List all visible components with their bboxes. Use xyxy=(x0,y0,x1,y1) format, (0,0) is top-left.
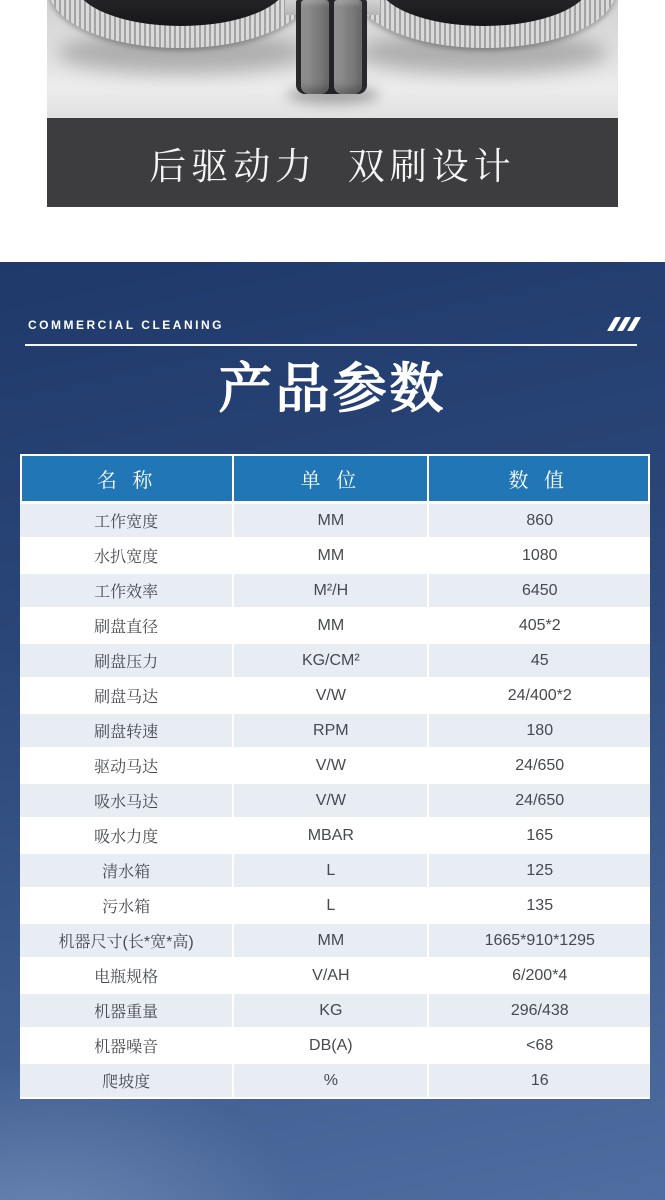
header-cell-value: 数 值 xyxy=(429,454,650,504)
spec-unit-cell: DB(A) xyxy=(234,1029,429,1064)
spec-name-cell: 水扒宽度 xyxy=(20,539,234,574)
header-cell-name: 名 称 xyxy=(20,454,234,504)
spec-value-cell: 6450 xyxy=(429,574,650,609)
eyebrow-label: COMMERCIAL CLEANING xyxy=(28,318,224,332)
spec-name-cell: 吸水力度 xyxy=(20,819,234,854)
spec-table xyxy=(20,454,650,1099)
table-row xyxy=(20,504,650,539)
spec-name-cell: 刷盘压力 xyxy=(20,644,234,679)
table-row xyxy=(20,679,650,714)
spec-value-cell: 24/400*2 xyxy=(429,679,650,714)
triple-slash-icon xyxy=(611,317,637,332)
spec-value-cell: 24/650 xyxy=(429,749,650,784)
spec-name-cell: 吸水马达 xyxy=(20,784,234,819)
caster-wheel-right-bar xyxy=(334,0,362,94)
section-title: 产品参数 xyxy=(218,359,447,419)
spec-value-cell: 180 xyxy=(429,714,650,749)
spec-unit-cell: KG xyxy=(234,994,429,1029)
spec-unit-cell: MM xyxy=(234,609,429,644)
header-cell-unit: 单 位 xyxy=(234,454,429,504)
spec-panel xyxy=(0,262,665,1200)
table-row xyxy=(20,574,650,609)
spec-unit-cell: L xyxy=(234,889,429,924)
spec-value-cell: 296/438 xyxy=(429,994,650,1029)
spec-table-body xyxy=(20,504,650,1099)
table-row xyxy=(20,959,650,994)
spec-name-cell: 爬坡度 xyxy=(20,1064,234,1099)
spec-name-cell: 电瓶规格 xyxy=(20,959,234,994)
spec-unit-cell: L xyxy=(234,854,429,889)
spec-unit-cell: V/W xyxy=(234,784,429,819)
table-row xyxy=(20,889,650,924)
spec-value-cell: 1080 xyxy=(429,539,650,574)
spec-value-cell: 6/200*4 xyxy=(429,959,650,994)
hero-section xyxy=(0,0,665,207)
table-row xyxy=(20,609,650,644)
spec-name-cell: 污水箱 xyxy=(20,889,234,924)
white-spacer xyxy=(0,207,665,262)
spec-value-cell: 135 xyxy=(429,889,650,924)
spec-unit-cell: V/W xyxy=(234,749,429,784)
spec-value-cell: 860 xyxy=(429,504,650,539)
table-row xyxy=(20,854,650,889)
spec-value-cell: 1665*910*1295 xyxy=(429,924,650,959)
spec-name-cell: 刷盘转速 xyxy=(20,714,234,749)
table-row xyxy=(20,539,650,574)
spec-name-cell: 机器尺寸(长*宽*高) xyxy=(20,924,234,959)
spec-unit-cell: MM xyxy=(234,924,429,959)
caster-wheel-left-bar xyxy=(301,0,329,94)
spec-name-cell: 工作宽度 xyxy=(20,504,234,539)
table-row xyxy=(20,924,650,959)
spec-value-cell: <68 xyxy=(429,1029,650,1064)
table-row xyxy=(20,819,650,854)
table-row xyxy=(20,749,650,784)
spec-value-cell: 125 xyxy=(429,854,650,889)
spec-name-cell: 工作效率 xyxy=(20,574,234,609)
spec-table-head xyxy=(20,454,650,504)
panel-header xyxy=(28,262,637,332)
spec-name-cell: 清水箱 xyxy=(20,854,234,889)
table-row xyxy=(20,644,650,679)
spec-value-cell: 165 xyxy=(429,819,650,854)
spec-name-cell: 驱动马达 xyxy=(20,749,234,784)
spec-unit-cell: MM xyxy=(234,539,429,574)
spec-value-cell: 16 xyxy=(429,1064,650,1099)
spec-unit-cell: V/W xyxy=(234,679,429,714)
spec-unit-cell: KG/CM² xyxy=(234,644,429,679)
spec-value-cell: 405*2 xyxy=(429,609,650,644)
divider-line xyxy=(25,344,637,346)
table-row xyxy=(20,784,650,819)
spec-value-cell: 24/650 xyxy=(429,784,650,819)
hero-caption-band xyxy=(47,118,618,207)
spec-unit-cell: MM xyxy=(234,504,429,539)
spec-value-cell: 45 xyxy=(429,644,650,679)
machine-underside-photo xyxy=(47,0,618,118)
spec-name-cell: 刷盘直径 xyxy=(20,609,234,644)
spec-unit-cell: RPM xyxy=(234,714,429,749)
caster-wheel-image xyxy=(296,0,367,94)
spec-unit-cell: % xyxy=(234,1064,429,1099)
hero-caption: 后驱动力 双刷设计 xyxy=(149,145,516,187)
table-row xyxy=(20,994,650,1029)
spec-unit-cell: MBAR xyxy=(234,819,429,854)
spec-name-cell: 机器重量 xyxy=(20,994,234,1029)
table-row xyxy=(20,1029,650,1064)
spec-name-cell: 刷盘马达 xyxy=(20,679,234,714)
spec-unit-cell: M²/H xyxy=(234,574,429,609)
spec-header-row xyxy=(20,454,650,504)
spec-name-cell: 机器噪音 xyxy=(20,1029,234,1064)
spec-unit-cell: V/AH xyxy=(234,959,429,994)
table-row xyxy=(20,714,650,749)
table-row xyxy=(20,1064,650,1099)
